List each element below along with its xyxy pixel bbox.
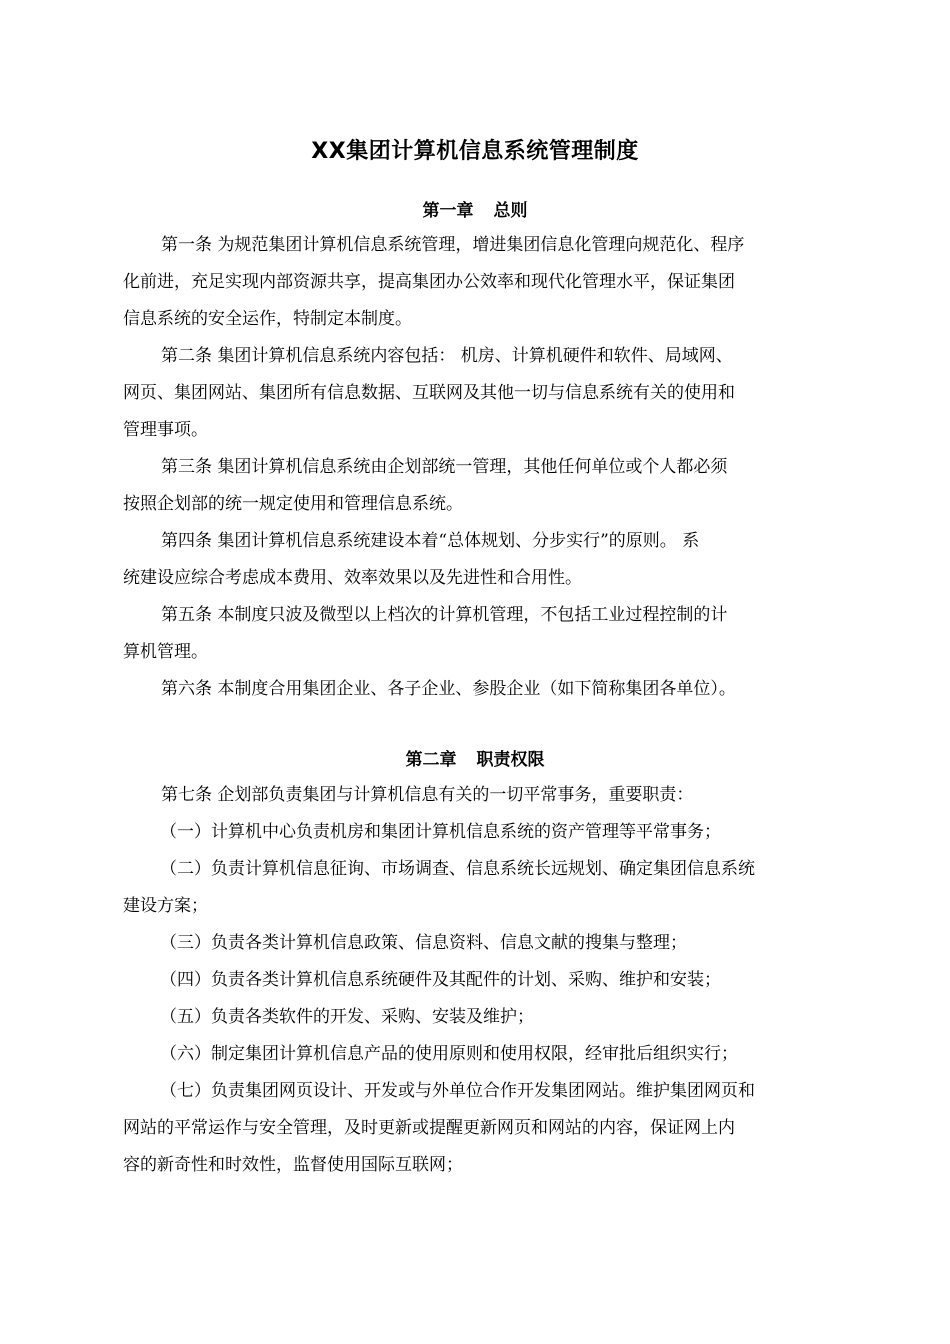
article-1 [123, 227, 829, 338]
article-7 [123, 777, 829, 814]
article-6 [123, 671, 829, 708]
document-title: XX集团计算机信息系统管理制度 [311, 139, 639, 164]
list-item-line: （二）负责计算机信息征询、市场调查、信息系统长远规划、确定集团信息系统 [160, 859, 755, 879]
list-item-line: 建设方案； [123, 896, 208, 916]
paragraph-line: 网页、集团网站、集团所有信息数据、互联网及其他一切与信息系统有关的使用和 [123, 383, 735, 403]
list-item-3 [160, 925, 687, 962]
list-item-1 [160, 814, 721, 851]
list-item-line: （三）负责各类计算机信息政策、信息资料、信息文献的搜集与整理； [160, 933, 687, 953]
article-3 [123, 449, 829, 523]
article-2 [123, 338, 829, 449]
paragraph-line: 第三条 集团计算机信息系统由企划部统一管理，其他任何单位或个人都必须 [161, 457, 728, 477]
list-item-line: （六）制定集团计算机信息产品的使用原则和使用权限，经审批后组织实行； [160, 1044, 738, 1064]
list-item-line: （五）负责各类软件的开发、采购、安装及维护； [160, 1007, 534, 1027]
chapter-heading-1 [0, 196, 950, 226]
paragraph-line: 信息系统的安全运作，特制定本制度。 [123, 309, 412, 329]
paragraph-line: 算机管理。 [123, 642, 208, 662]
list-item-4 [160, 962, 721, 999]
chapter-label: 第二章 [405, 750, 457, 770]
paragraph-line: 按照企划部的统一规定使用和管理信息系统。 [123, 494, 463, 514]
paragraph-line: 第一条 为规范集团计算机信息系统管理，增进集团信息化管理向规范化、程序 [161, 235, 745, 255]
paragraph-line: 第五条 本制度只波及微型以上档次的计算机管理，不包括工业过程控制的计 [161, 605, 728, 625]
article-5 [123, 597, 829, 671]
paragraph-line: 第二条 集团计算机信息系统内容包括： 机房、计算机硬件和软件、局域网、 [161, 346, 733, 366]
list-item-line: 网站的平常运作与安全管理，及时更新或提醒更新网页和网站的内容，保证网上内 [123, 1118, 735, 1138]
paragraph-line: 第七条 企划部负责集团与计算机信息有关的一切平常事务，重要职责： [161, 785, 694, 805]
list-item-line: （七）负责集团网页设计、开发或与外单位合作开发集团网站。维护集团网页和 [160, 1081, 755, 1101]
list-item-7 [123, 1073, 755, 1184]
paragraph-line: 化前进，充足实现内部资源共享，提高集团办公效率和现代化管理水平，保证集团 [123, 272, 735, 292]
paragraph-line: 统建设应综合考虑成本费用、效率效果以及先进性和合用性。 [123, 568, 582, 588]
paragraph-line: 第四条 集团计算机信息系统建设本着“总体规划、分步实行”的原则。 系 [161, 531, 700, 551]
list-item-line: （一）计算机中心负责机房和集团计算机信息系统的资产管理等平常事务； [160, 822, 721, 842]
chapter-label: 第一章 [422, 201, 474, 221]
paragraph-line: 管理事项。 [123, 420, 208, 440]
list-item-2 [123, 851, 755, 925]
chapter-heading-2 [0, 745, 950, 775]
paragraph-line: 第六条 本制度合用集团企业、各子企业、参股企业（如下简称集团各单位）。 [161, 679, 736, 699]
list-item-6 [160, 1036, 738, 1073]
list-item-line: （四）负责各类计算机信息系统硬件及其配件的计划、采购、维护和安装； [160, 970, 721, 990]
article-4 [123, 523, 829, 597]
list-item-line: 容的新奇性和时效性，监督使用国际互联网； [123, 1155, 463, 1175]
chapter-name: 总则 [493, 201, 528, 221]
chapter-name: 职责权限 [476, 750, 545, 770]
list-item-5 [160, 999, 534, 1036]
